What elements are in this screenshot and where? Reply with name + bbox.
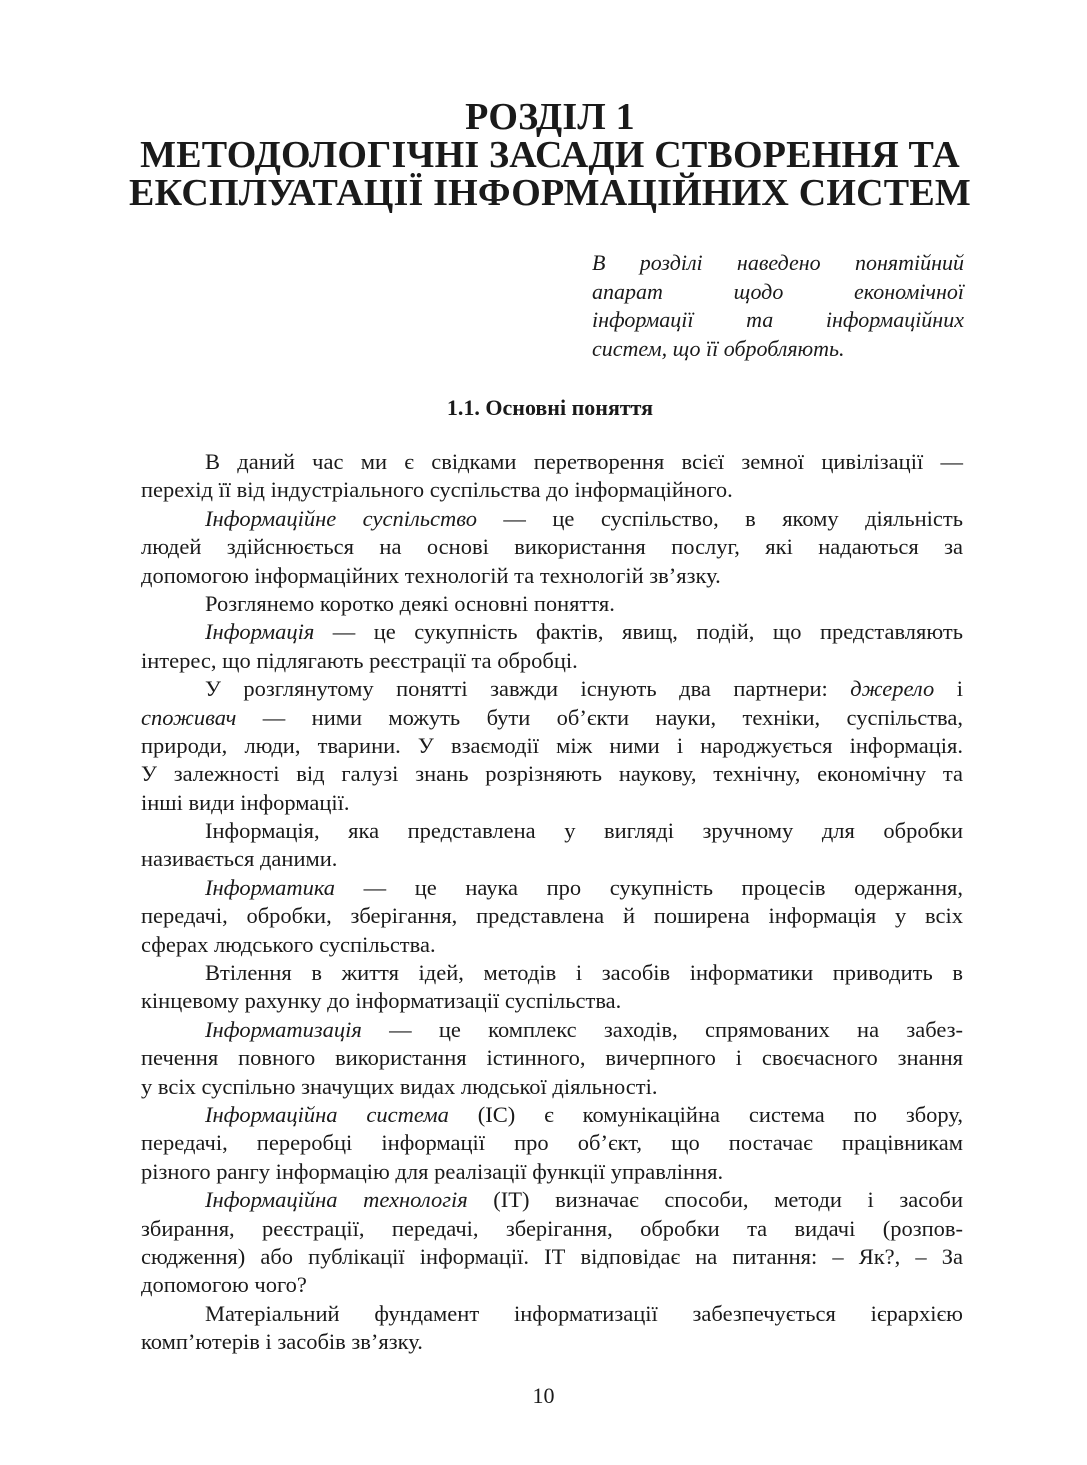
term: джерело [850, 676, 935, 702]
term: Інформація [205, 619, 315, 645]
text-line: допомогою інформаційних технологій та технологій зв’язку. [141, 562, 721, 588]
text-line: Інформаційна система (ІС) є комунікаційна система по збору, [205, 1101, 963, 1127]
abstract-line: інформації та інформаційних [592, 307, 964, 332]
text-line: у всіх суспільно значущих видах людської діяльності. [141, 1073, 658, 1099]
text-line: Інформатика — це наука про сукупність процесів одержання, [205, 874, 963, 900]
text-line: інтерес, що підлягають реєстрації та обробці. [141, 647, 578, 673]
chapter-title-line-2: ЕКСПЛУАТАЦІЇ ІНФОРМАЦІЙНИХ СИСТЕМ [129, 172, 971, 214]
text-line: сюдження) або публікації інформації. ІТ відповідає на питання: – Як?, – За [141, 1243, 963, 1269]
abstract-line: систем, що її обробляють. [592, 335, 845, 361]
text-line: Матеріальний фундамент інформатизації забезпечується ієрархією [205, 1300, 963, 1326]
chapter-title-line-1: МЕТОДОЛОГІЧНІ ЗАСАДИ СТВОРЕННЯ ТА [140, 134, 960, 176]
text-line: збирання, реєстрації, передачі, зберігання, обробки та видачі (розпов- [141, 1215, 963, 1241]
text-line: передачі, обробки, зберігання, представлена й поширена інформація у всіх [141, 903, 963, 929]
chapter-title [120, 98, 980, 212]
page-number: 10 [532, 1383, 555, 1408]
text-line: сферах людського суспільства. [141, 931, 436, 957]
text-line: називається даними. [141, 846, 338, 872]
text-line: Інформаційне суспільство — це суспільство, в якому діяльність [205, 505, 963, 531]
text-line: Розглянемо коротко деякі основні поняття. [205, 590, 615, 616]
text-line: природи, люди, тварини. У взаємодії між ними і народжується інформація. [141, 732, 963, 758]
section-title: 1.1. Основні поняття [446, 395, 654, 420]
term: Інформатика [205, 874, 336, 900]
text-line: передачі, переробці інформації про об’єкт, що постачає працівникам [141, 1130, 963, 1156]
text-line: печення повного використання істинного, вичерпного і своєчасного знання [141, 1045, 963, 1071]
text-line: Інформація — це сукупність фактів, явищ, подій, що представляють [205, 619, 963, 645]
term: Інформаційна система [205, 1101, 449, 1127]
text-line: кінцевому рахунку до інформатизації суспільства. [141, 988, 622, 1014]
term: Інформатизація [205, 1016, 362, 1042]
text-line: Інформатизація — це комплекс заходів, спрямованих на забез- [205, 1016, 963, 1042]
text-line: різного рангу інформацію для реалізації функції управління. [141, 1158, 724, 1184]
text-line: споживач — ними можуть бути об’єкти науки, техніки, суспільства, [141, 704, 963, 730]
term: споживач [141, 704, 237, 730]
text-line: людей здійснюється на основі використання послуг, які надаються за [141, 534, 963, 560]
text-line: інші види інформації. [141, 789, 350, 815]
abstract-line: В розділі наведено понятійний [592, 250, 964, 275]
text-line: У залежності від галузі знань розрізняють наукову, технічну, економічну та [141, 761, 963, 787]
body-text [141, 448, 963, 1357]
text-line: Інформація, яка представлена у вигляді зручному для обробки [205, 818, 963, 844]
text-line: перехід її від індустріального суспільства до інформаційного. [141, 477, 733, 503]
term: Інформаційне суспільство [205, 505, 477, 531]
text-line: допомогою чого? [141, 1272, 307, 1298]
text-line: комп’ютерів і засобів зв’язку. [141, 1329, 423, 1355]
chapter-abstract [592, 249, 964, 363]
chapter-number: РОЗДІЛ 1 [465, 96, 635, 138]
text-line: У розглянутому понятті завжди існують два партнери: джерело і [205, 676, 963, 702]
abstract-line: апарат щодо економічної [592, 278, 964, 304]
text-line: В даний час ми є свідками перетворення всієї земної цивілізації — [205, 449, 963, 474]
text-line: Інформаційна технологія (ІТ) визначає способи, методи і засоби [205, 1187, 963, 1213]
text-line: Втілення в життя ідей, методів і засобів інформатики приводить в [205, 960, 963, 986]
term: Інформаційна технологія [205, 1187, 468, 1213]
